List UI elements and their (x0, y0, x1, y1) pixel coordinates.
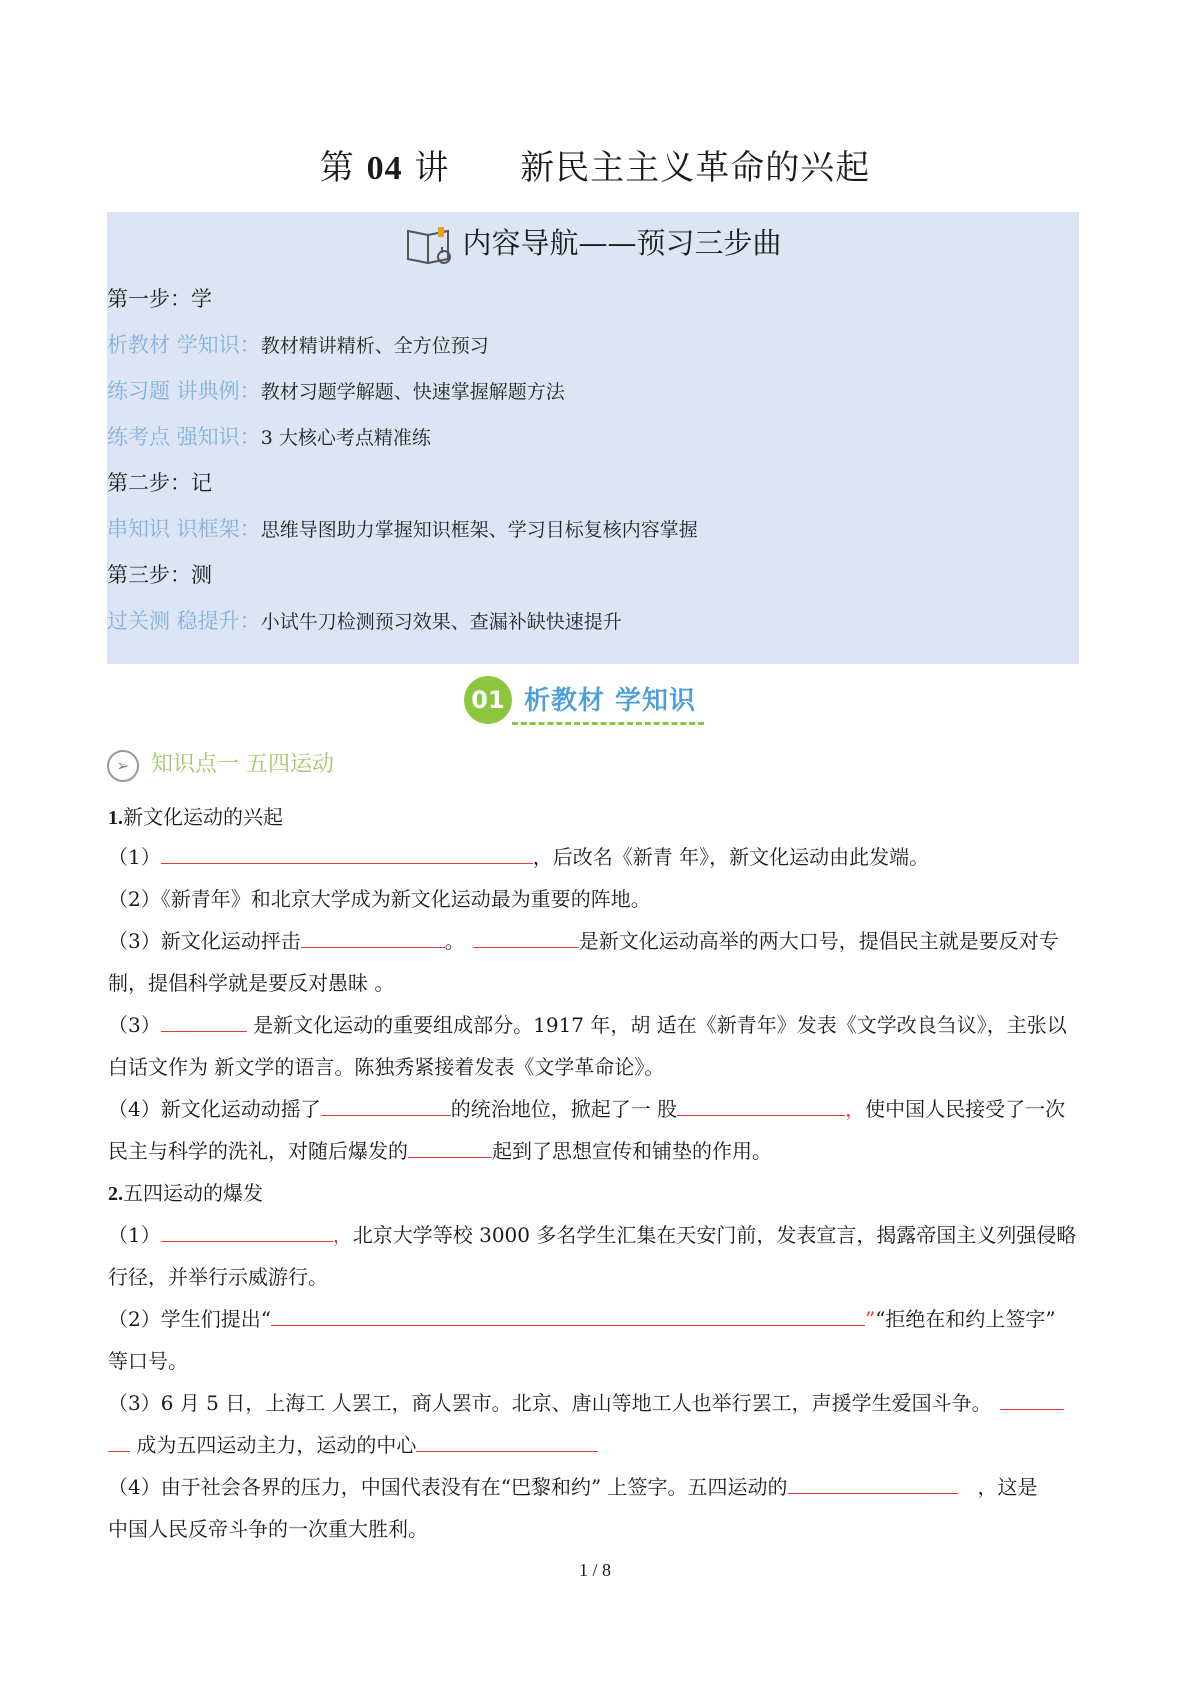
fill-blank[interactable] (416, 1431, 598, 1452)
part2-line4b: 中国人民反帝斗争的一次重大胜利。 (108, 1517, 428, 1541)
part2-line2b: 等口号。 (108, 1349, 188, 1373)
part1-line1: （1） ，后改名《新青 年》，新文化运动由此发端。 (108, 845, 930, 869)
part2-line1b: 行径，并举行示威游行。 (108, 1265, 328, 1289)
part1-line5b: 民主与科学的洗礼，对随后爆发的 起到了思想宣传和铺垫的作用。 (108, 1139, 772, 1163)
part1-line5: （4）新文化运动动摇了 的统治地位，掀起了一 股 ，使中国人民接受了一次 (108, 1097, 1066, 1121)
part1-line3: （3）新文化运动抨击 。 是新文化运动高举的两大口号，提倡民主就是要反对专 (108, 929, 1059, 953)
nav-item-framework: 串知识 识框架：思维导图助力掌握知识框架、学习目标复核内容掌握 (107, 517, 698, 541)
nav-header-text: 内容导航——预习三步曲 (462, 226, 782, 260)
page-number: 1 / 8 (578, 1560, 611, 1580)
nav-item-test: 过关测 稳提升：小试牛刀检测预习效果、查漏补缺快速提升 (107, 609, 622, 633)
fill-blank[interactable] (108, 1431, 130, 1452)
part2-line3b: 成为五四运动主力，运动的中心 (108, 1430, 598, 1460)
part2-line1: （1） ，北京大学等校 3000 多名学生汇集在天安门前，发表宣言，揭露帝国主义列强侵略 (108, 1223, 1077, 1247)
part2-title: 2.五四运动的爆发 (108, 1181, 263, 1205)
part2-line3: （3）6 月 5 日，上海工 人罢工，商人罢市。北京、唐山等地工人也举行罢工，声援学生爱国斗争。 (108, 1388, 1064, 1418)
part1-line4b: 白话文作为 新文学的语言。陈独秀紧接着发表《文学革命论》。 (108, 1055, 665, 1079)
fill-blank[interactable] (161, 843, 533, 864)
fill-blank[interactable] (473, 927, 579, 948)
part2-line2: （2）学生们提出“ ”“拒绝在和约上签字” (108, 1307, 1056, 1331)
fill-blank[interactable] (301, 927, 445, 948)
section-underline (512, 722, 704, 725)
fill-blank[interactable] (271, 1305, 865, 1326)
title-prefix: 第 (319, 148, 355, 188)
part2-line4: （4）由于社会各界的压力，中国代表没有在“巴黎和约” 上签字。五四运动的 ，这是 (108, 1475, 1038, 1499)
step2-heading: 第二步：记 (107, 471, 212, 495)
fill-blank[interactable] (321, 1095, 451, 1116)
part1-line4: （3） 是新文化运动的重要组成部分。1917 年，胡 适在《新青年》发表《文学改良刍议》，主张以 (108, 1013, 1067, 1037)
fill-blank[interactable] (408, 1137, 492, 1158)
title-text: 讲 新民主主义革命的兴起 (414, 148, 871, 188)
step3-heading: 第三步：测 (107, 563, 212, 587)
nav-header (107, 218, 1079, 268)
part1-title: 1.新文化运动的兴起 (108, 805, 283, 829)
fill-blank[interactable] (677, 1095, 845, 1116)
fill-blank[interactable] (161, 1011, 247, 1032)
page-title (0, 140, 1190, 189)
title-number: 04 (366, 150, 403, 187)
knowledge-point-label: 知识点一 五四运动 (151, 752, 334, 777)
part1-line2: （2）《新青年》和北京大学成为新文化运动最为重要的阵地。 (108, 887, 651, 911)
nav-item-exam-points: 练考点 强知识：3 大核心考点精准练 (107, 425, 431, 449)
book-icon (404, 223, 458, 267)
section-label: 析教材 学知识 (524, 686, 697, 716)
section-number-badge: 01 (464, 676, 512, 724)
fill-blank[interactable] (161, 1221, 333, 1242)
fill-blank[interactable] (788, 1473, 958, 1494)
fill-blank[interactable] (1000, 1389, 1064, 1410)
arrow-circle-icon: ➢ (107, 750, 139, 782)
section-banner (460, 674, 740, 730)
step1-heading: 第一步：学 (107, 287, 212, 311)
nav-item-analyze: 析教材 学知识：教材精讲精析、全方位预习 (107, 333, 489, 357)
content-navigation-box (107, 212, 1079, 664)
nav-item-practice: 练习题 讲典例：教材习题学解题、快速掌握解题方法 (107, 379, 565, 403)
part1-line3b: 制，提倡科学就是要反对愚昧 。 (108, 971, 395, 995)
